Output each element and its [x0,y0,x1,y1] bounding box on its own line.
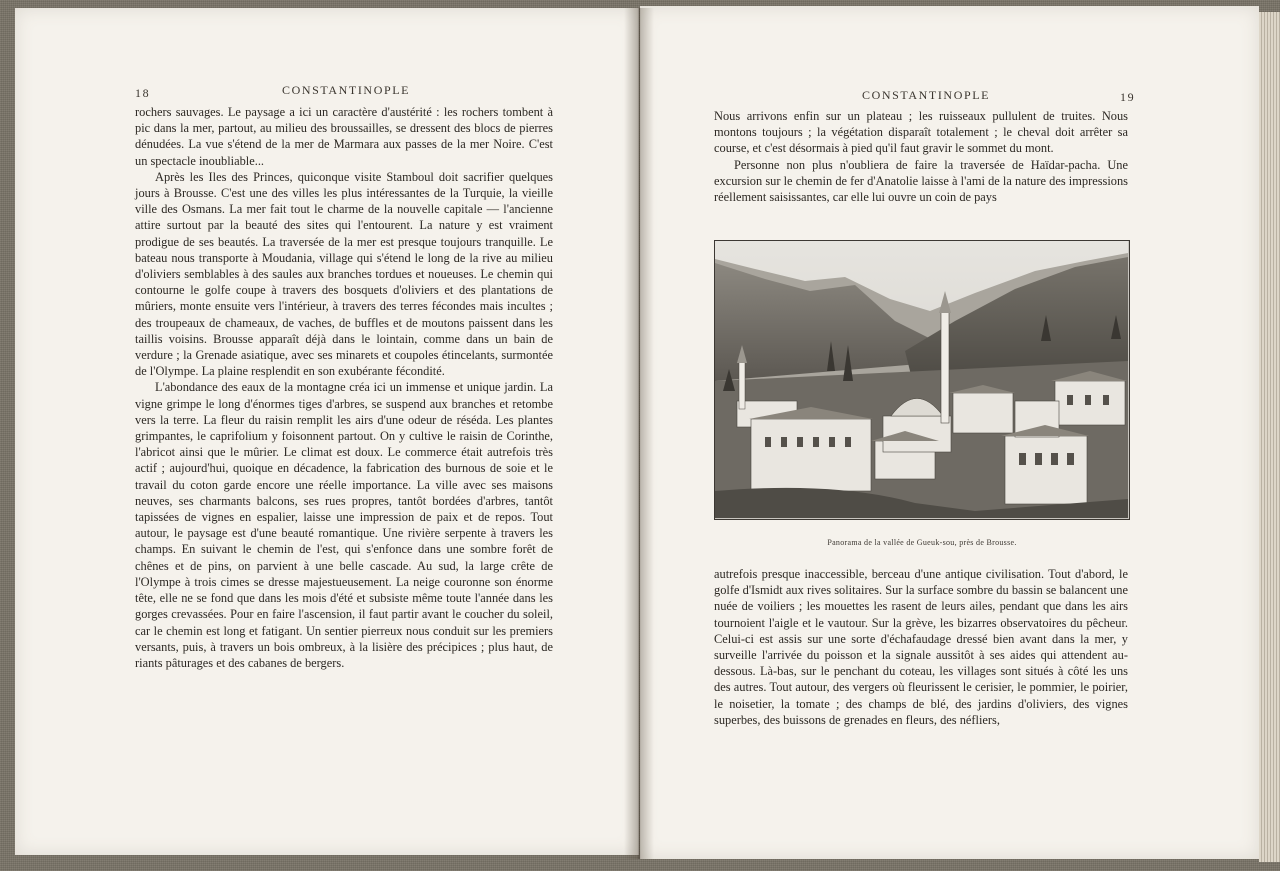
left-page-text [135,104,553,671]
right-running-head: CONSTANTINOPLE [862,88,991,102]
page-edges [1259,12,1280,862]
valley-landscape-illustration [715,241,1128,518]
right-page-text-bottom [714,566,1128,728]
figure-caption: Panorama de la vallée de Gueuk-sou, près de Brousse. [827,538,1017,547]
paragraph: autrefois presque inaccessible, berceau d'une antique civilisation. Tout d'abord, le golfe d'Ismidt aux rives solitaires. Sur la surface sombre du bassin se balancent une nuée de voiliers ; les mouettes les rasent de leurs ailes, pendant que dans les airs tournoient l'aigle et le vautour. Sur la grève, les bizarres observatoires du pêcheur. Celui-ci est assis sur une sorte d'échafaudage dressé bien avant dans la mer, y surveille l'arrivée du poisson et la signale aussitôt à ses aides qui attendent au-dessous. Là-bas, sur le penchant du coteau, les villages sont situés à côté les uns des autres. Tout autour, des vergers où fleurissent le cerisier, le pommier, le poirier, le noisetier, la tomate ; des champs de blé, des jardins d'oliviers, des vignes superbes, des buissons de grenades en fleurs, des néfliers, [714,567,1128,727]
right-page-text-top [714,108,1128,205]
paragraph: rochers sauvages. Le paysage a ici un caractère d'austérité : les rochers tombent à pic dans la mer, partout, au milieu des broussailles, se dressent des blocs de pierres dénudées. La vue s'étend de la mer de Marmara aux passes de la mer Noire. C'est un spectacle inoubliable... [135,105,553,168]
book-gutter [624,8,654,859]
left-running-head: CONSTANTINOPLE [282,83,411,97]
panorama-photograph [714,240,1130,520]
paragraph: Personne non plus n'oubliera de faire la traversée de Haïdar-pacha. Une excursion sur le chemin de fer d'Anatolie laisse à l'ami de la nature des impressions réellement saisissantes, car elle lui ouvre un coin de pays [714,157,1128,205]
right-page-number: 19 [1120,90,1136,104]
paragraph: Nous arrivons enfin sur un plateau ; les ruisseaux pullulent de truites. Nous montons toujours ; la végétation disparaît totalement ; le cheval doit arrêter sa course, et c'est désormais à pied qu'il faut gravir le sommet du mont. [714,109,1128,156]
paragraph: Après les Iles des Princes, quiconque visite Stamboul doit sacrifier quelques jours à Brousse. C'est une des villes les plus intéressantes de la Turquie, la vieille ville des Osmans. La mer fait tout le charme de la nouvelle capitale — l'ancienne attire surtout par la beauté des sites qui l'entourent. La nature y est vraiment prodigue de ses beautés. La traversée de la mer est presque toujours tranquille. Le bateau nous transporte à Moudania, village qui s'étend le long de la rive au milieu d'oliviers semblables à des saules aux branches tordues et noueuses. Le chemin qui contourne le golfe coupe à travers des bosquets d'oliviers et des plantations de mûriers, monte ensuite vers l'intérieur, à travers des terres fécondes mais incultes ; des troupeaux de chameaux, de vaches, de buffles et de moutons paissent dans les taillis voisins. Brousse apparaît déjà dans le lointain, comme dans un bain de verdure ; la Grenade asiatique, avec ses minarets et coupoles étincelants, surmontée de l'Olympe. La plaine resplendit en son exubérante fécondité. [135,169,553,379]
paragraph: L'abondance des eaux de la montagne créa ici un immense et unique jardin. La vigne grimpe le long d'énormes tiges d'arbres, se suspend aux branches et retombe vers la terre. La fleur du raisin remplit les airs d'une odeur de réséda. Les plantes grimpantes, le caprifolium y foisonnent partout. On y cultive le raisin de Corinthe, l'abricot ainsi que le mûrier. Le climat est doux. Le commerce était autrefois très actif ; aujourd'hui, quoique en décadence, la fabrication des burnous de soie et le travail du coton garde encore une réelle importance. La ville avec ses maisons neuves, ses charmants balcons, ses rues propres, tantôt bordées d'arbres, tantôt tapissées de vignes en espalier, laisse une impression de paix et de repos. Tout autour, le paysage est d'une beauté romantique. Une rivière serpente à travers les champs. En suivant le chemin de l'est, qui s'enfonce dans une sombre forêt de chênes et de pins, on parvient à une belle cascade. Au sud, la large crête de l'Olympe à trois cimes se dresse majestueusement. La neige couronne son énorme tête, elle ne se fond que dans les mois d'été et subsiste même toute l'année dans les gorges crevassées. Pour en faire l'ascension, il faut partir avant le coucher du soleil, car le chemin est long et fatigant. Un sentier pierreux nous conduit sur les premiers versants, puis, à travers un bois ombreux, à la lisière des précipices ; plus haut, de riants pâturages et des cabanes de bergers. [135,380,553,670]
left-page-number: 18 [135,86,151,100]
